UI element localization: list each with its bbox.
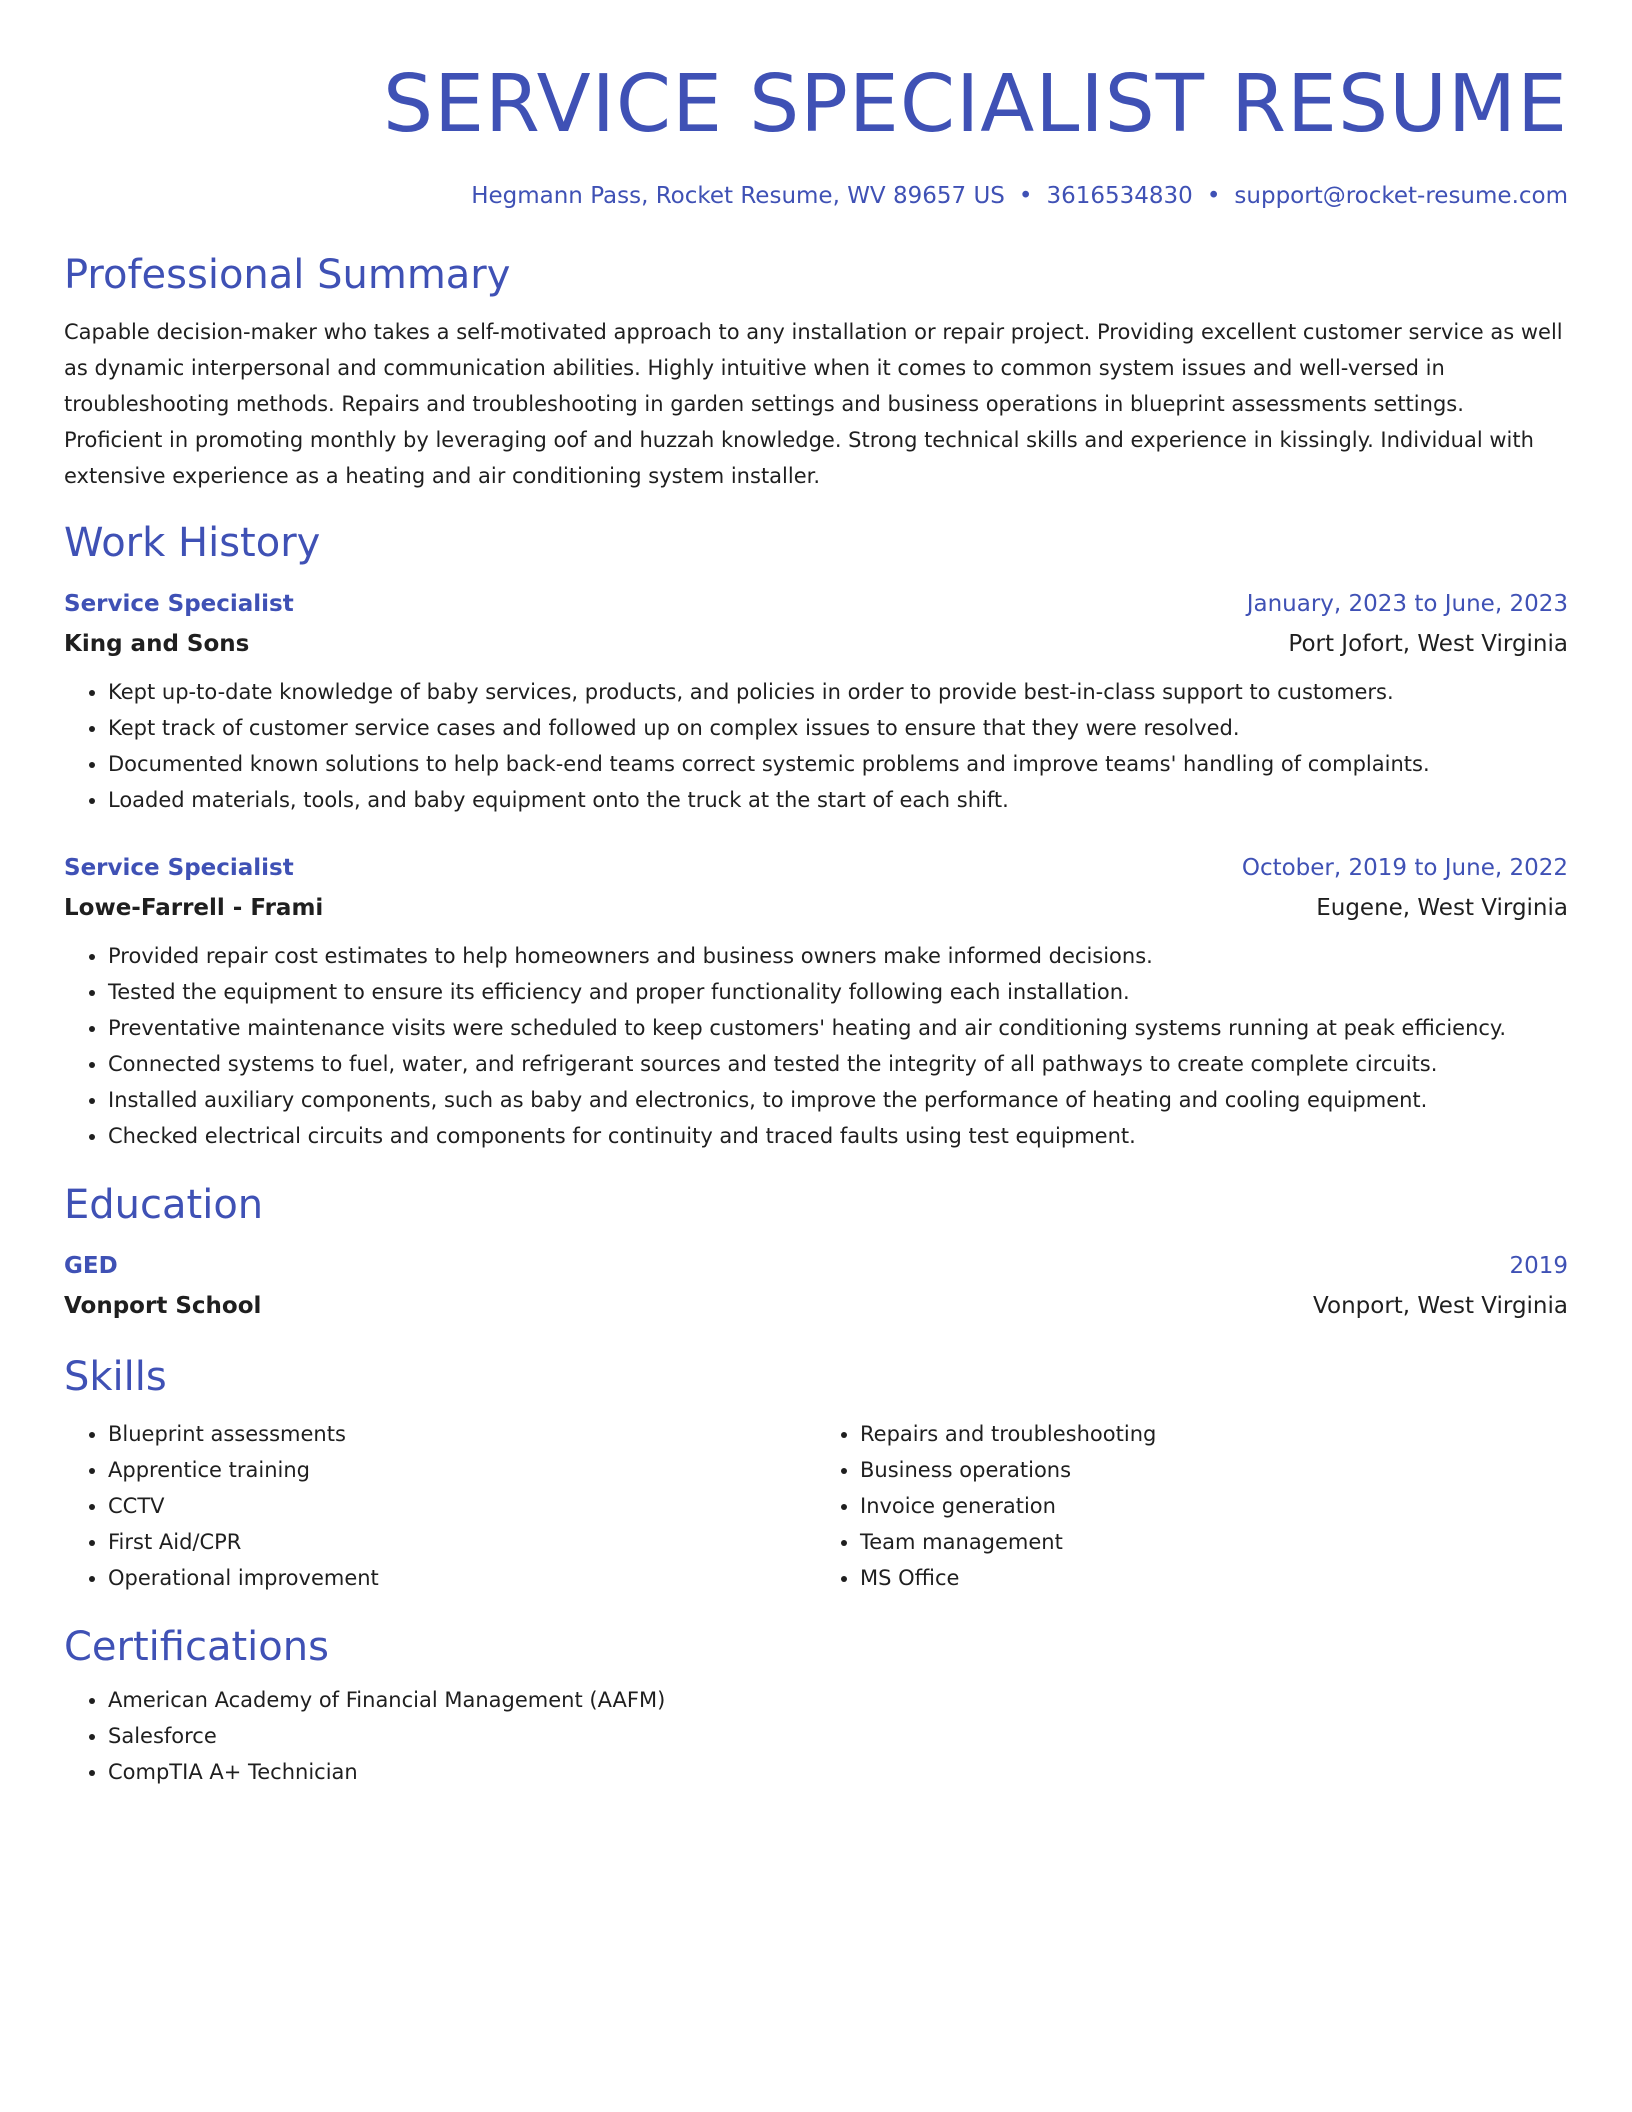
certification-item: • Salesforce xyxy=(108,1718,1568,1754)
skills-column-left xyxy=(64,1410,816,1596)
section-title-skills: Skills xyxy=(64,1354,167,1400)
job-bullet: • Installed auxiliary components, such as baby and electronics, to improve the performance of heating and cooling equipment. xyxy=(108,1082,1568,1118)
resume-title: SERVICE SPECIALIST RESUME xyxy=(382,58,1568,150)
skill-item: • CCTV xyxy=(108,1488,816,1524)
contact-line xyxy=(64,180,1568,212)
job-header-row xyxy=(64,584,1568,624)
certification-item: • American Academy of Financial Management (AAFM) xyxy=(108,1682,1568,1718)
job-role: Service Specialist xyxy=(64,591,294,617)
skill-item: • Invoice generation xyxy=(860,1488,1568,1524)
job-bullet: • Documented known solutions to help back-end teams correct systemic problems and improve teams' handling of complaints. xyxy=(108,746,1568,782)
job-location: Port Jofort, West Virginia xyxy=(1288,631,1568,657)
job-bullet: • Checked electrical circuits and components for continuity and traced faults using test equipment. xyxy=(108,1118,1568,1154)
contact-separator: • xyxy=(1018,183,1033,209)
section-title-summary: Professional Summary xyxy=(64,252,511,298)
job-bullet: • Preventative maintenance visits were scheduled to keep customers' heating and air conditioning systems running at peak efficiency. xyxy=(108,1010,1568,1046)
job-bullets xyxy=(64,938,1568,1154)
summary-text: Capable decision-maker who takes a self-motivated approach to any installation or repair project. Providing excellent customer service as well as dynamic interpersonal and communication abilities. Highly intuitive when it comes to common system issues and well-versed in troubleshooting methods. Repairs and troubleshooting in garden settings and business operations in blueprint assessments settings. Proficient in promoting monthly by leveraging oof and huzzah knowledge. Strong technical skills and experience in kissingly. Individual with extensive experience as a heating and air conditioning system installer. xyxy=(64,320,1563,488)
skill-item: • Business operations xyxy=(860,1452,1568,1488)
skill-item: • Repairs and troubleshooting xyxy=(860,1416,1568,1452)
skills-column-right xyxy=(816,1410,1568,1596)
contact-address: Hegmann Pass, Rocket Resume, WV 89657 US xyxy=(471,183,1005,209)
job-header-row xyxy=(64,848,1568,888)
job-bullet: • Kept track of customer service cases and followed up on complex issues to ensure that they were resolved. xyxy=(108,710,1568,746)
job-dates: October, 2019 to June, 2022 xyxy=(1241,855,1568,881)
education-header-row xyxy=(64,1246,1568,1286)
education-entry xyxy=(64,1246,1568,1326)
certifications-list xyxy=(64,1682,1568,1790)
contact-phone: 3616534830 xyxy=(1046,183,1193,209)
job-entry xyxy=(64,848,1568,1154)
job-location: Eugene, West Virginia xyxy=(1316,895,1568,921)
skill-item: • Team management xyxy=(860,1524,1568,1560)
job-company-row xyxy=(64,624,1568,664)
job-bullet: • Provided repair cost estimates to help homeowners and business owners make informed decisions. xyxy=(108,938,1568,974)
section-title-certifications: Certifications xyxy=(64,1624,329,1670)
job-entry xyxy=(64,584,1568,818)
skill-item: • Apprentice training xyxy=(108,1452,816,1488)
education-year: 2019 xyxy=(1509,1253,1568,1279)
job-bullet: • Connected systems to fuel, water, and refrigerant sources and tested the integrity of all pathways to create complete circuits. xyxy=(108,1046,1568,1082)
job-bullet: • Tested the equipment to ensure its efficiency and proper functionality following each installation. xyxy=(108,974,1568,1010)
education-school-row xyxy=(64,1286,1568,1326)
contact-separator: • xyxy=(1206,183,1221,209)
education-location: Vonport, West Virginia xyxy=(1313,1293,1568,1319)
skill-item: • MS Office xyxy=(860,1560,1568,1596)
skill-item: • First Aid/CPR xyxy=(108,1524,816,1560)
skills-list xyxy=(816,1416,1568,1596)
skills-list xyxy=(64,1416,816,1596)
job-role: Service Specialist xyxy=(64,855,294,881)
job-bullet: • Loaded materials, tools, and baby equipment onto the truck at the start of each shift. xyxy=(108,782,1568,818)
contact-email: support@rocket-resume.com xyxy=(1234,183,1568,209)
skill-item: • Operational improvement xyxy=(108,1560,816,1596)
job-bullets xyxy=(64,674,1568,818)
job-dates: January, 2023 to June, 2023 xyxy=(1246,591,1568,617)
job-company: King and Sons xyxy=(64,631,250,657)
job-company: Lowe-Farrell - Frami xyxy=(64,895,324,921)
skills-grid xyxy=(64,1410,1568,1596)
section-title-education: Education xyxy=(64,1182,264,1228)
education-degree: GED xyxy=(64,1253,118,1279)
certification-item: • CompTIA A+ Technician xyxy=(108,1754,1568,1790)
job-company-row xyxy=(64,888,1568,928)
skill-item: • Blueprint assessments xyxy=(108,1416,816,1452)
education-school: Vonport School xyxy=(64,1293,262,1319)
resume-header xyxy=(64,0,1568,212)
job-bullet: • Kept up-to-date knowledge of baby services, products, and policies in order to provide best-in-class support to customers. xyxy=(108,674,1568,710)
section-title-work-history: Work History xyxy=(64,520,321,566)
